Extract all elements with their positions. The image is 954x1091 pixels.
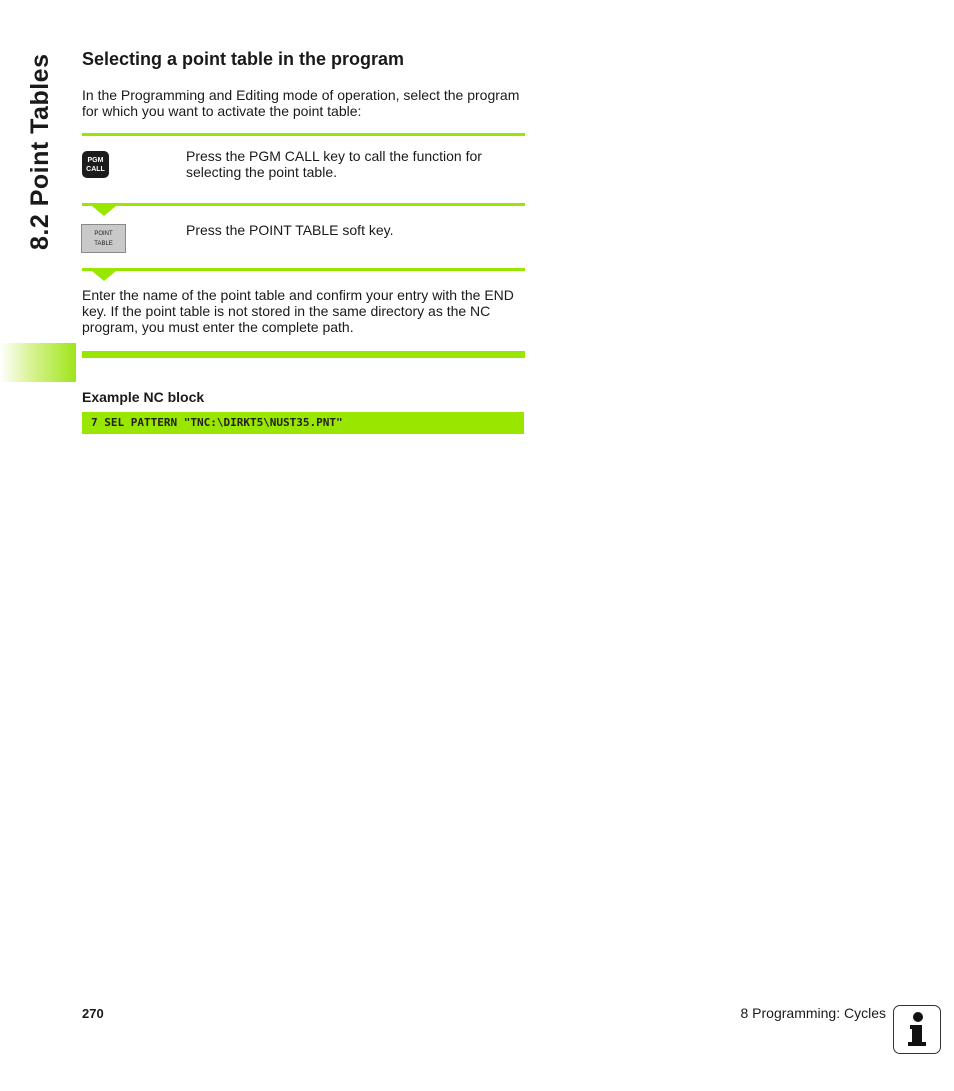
softkey-label-line1: POINT (94, 230, 113, 237)
key-label-line2: CALL (86, 165, 105, 173)
enter-name-paragraph: Enter the name of the point table and confirm your entry with the END key. If the point table is not stored in the same directory as the NC program, you must enter the complete path. (82, 287, 514, 335)
arrow-down-icon (92, 206, 116, 216)
pgm-call-key-icon (82, 151, 109, 178)
section-end-bar (82, 351, 525, 358)
step-separator (82, 203, 525, 206)
example-code-block: 7 SEL PATTERN "TNC:\DIRKT5\NUST35.PNT" (82, 412, 524, 434)
page-number: 270 (82, 1006, 104, 1021)
step-separator-top (82, 133, 525, 136)
example-label: Example NC block (82, 389, 205, 405)
info-icon (893, 1005, 941, 1054)
step-2-text: Press the POINT TABLE soft key. (186, 222, 394, 238)
step-1-text: Press the PGM CALL key to call the function for selecting the point table. (186, 148, 482, 180)
softkey-label-line2: TABLE (94, 240, 113, 247)
step-separator (82, 268, 525, 271)
chapter-side-title: 8.2 Point Tables (26, 53, 54, 250)
key-label-line1: PGM (87, 156, 104, 164)
section-heading: Selecting a point table in the program (82, 49, 405, 69)
chapter-tab-marker (0, 343, 76, 382)
arrow-down-icon (92, 271, 116, 281)
point-table-softkey-icon (81, 224, 126, 253)
intro-paragraph: In the Programming and Editing mode of operation, select the program for which you want to activate the point table: (82, 87, 520, 119)
chapter-footer: 8 Programming: Cycles (740, 1005, 886, 1021)
